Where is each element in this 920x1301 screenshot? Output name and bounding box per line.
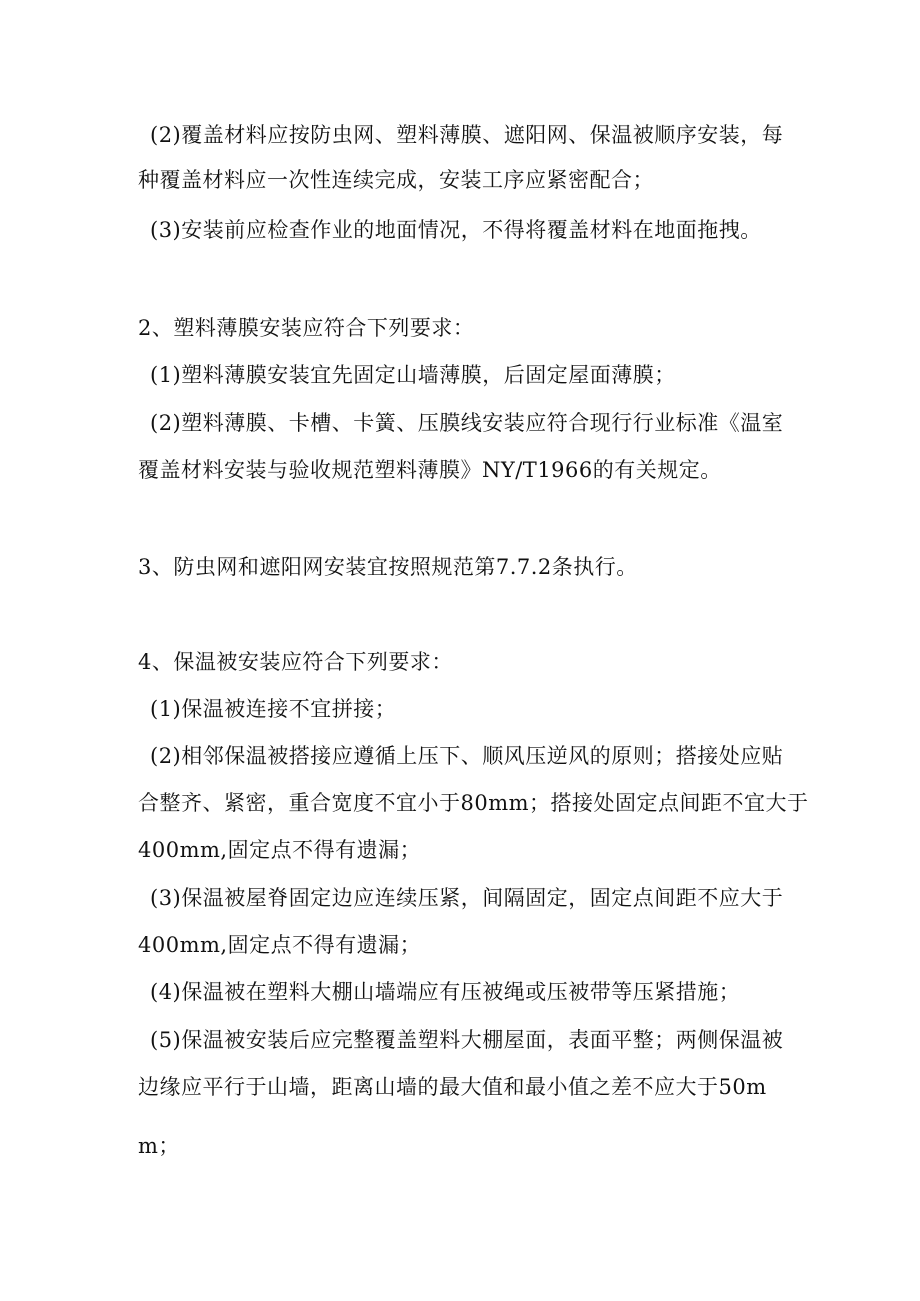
text-line-13: (4)保温被在塑料大棚山墙端应有压被绳或压被带等压紧措施；: [150, 980, 741, 1004]
text-line-6: 覆盖材料安装与验收规范塑料薄膜》NY/T1966的有关规定。: [138, 458, 722, 482]
text-line-10: 400mm,固定点不得有遗漏；: [138, 838, 422, 862]
section-heading-3: 3、防虫网和遮阳网安装宜按照规范第7.7.2条执行。: [138, 555, 638, 579]
text-line-4: (1)塑料薄膜安装宜先固定山墙薄膜，后固定屋面薄膜；: [150, 363, 676, 387]
text-line-16: m；: [138, 1134, 180, 1158]
text-line-2: 种覆盖材料应一次性连续完成，安装工序应紧密配合；: [138, 168, 654, 192]
text-line-7: (1)保温被连接不宜拼接；: [150, 697, 397, 721]
text-line-9: 合整齐、紧密，重合宽度不宜小于80mm；搭接处固定点间距不宜大于: [138, 791, 809, 815]
text-line-8: (2)相邻保温被搭接应遵循上压下、顺风压逆风的原则；搭接处应贴: [150, 744, 784, 768]
text-line-11: (3)保温被屋脊固定边应连续压紧，间隔固定，固定点间距不应大于: [150, 886, 784, 910]
text-line-3: (3)安装前应检查作业的地面情况，不得将覆盖材料在地面拖拽。: [150, 218, 762, 242]
section-heading-2: 2、塑料薄膜安装应符合下列要求：: [138, 316, 475, 340]
text-line-14: (5)保温被安装后应完整覆盖塑料大棚屋面，表面平整；两侧保温被: [150, 1028, 784, 1052]
text-line-1: (2)覆盖材料应按防虫网、塑料薄膜、遮阳网、保温被顺序安装，每: [150, 123, 784, 147]
section-heading-4: 4、保温被安装应符合下列要求：: [138, 650, 453, 674]
text-line-15: 边缘应平行于山墙，距离山墙的最大值和最小值之差不应大于50m: [138, 1075, 767, 1099]
text-line-5: (2)塑料薄膜、卡槽、卡簧、压膜线安装应符合现行行业标准《温室: [150, 411, 784, 435]
text-line-12: 400mm,固定点不得有遗漏；: [138, 933, 422, 957]
